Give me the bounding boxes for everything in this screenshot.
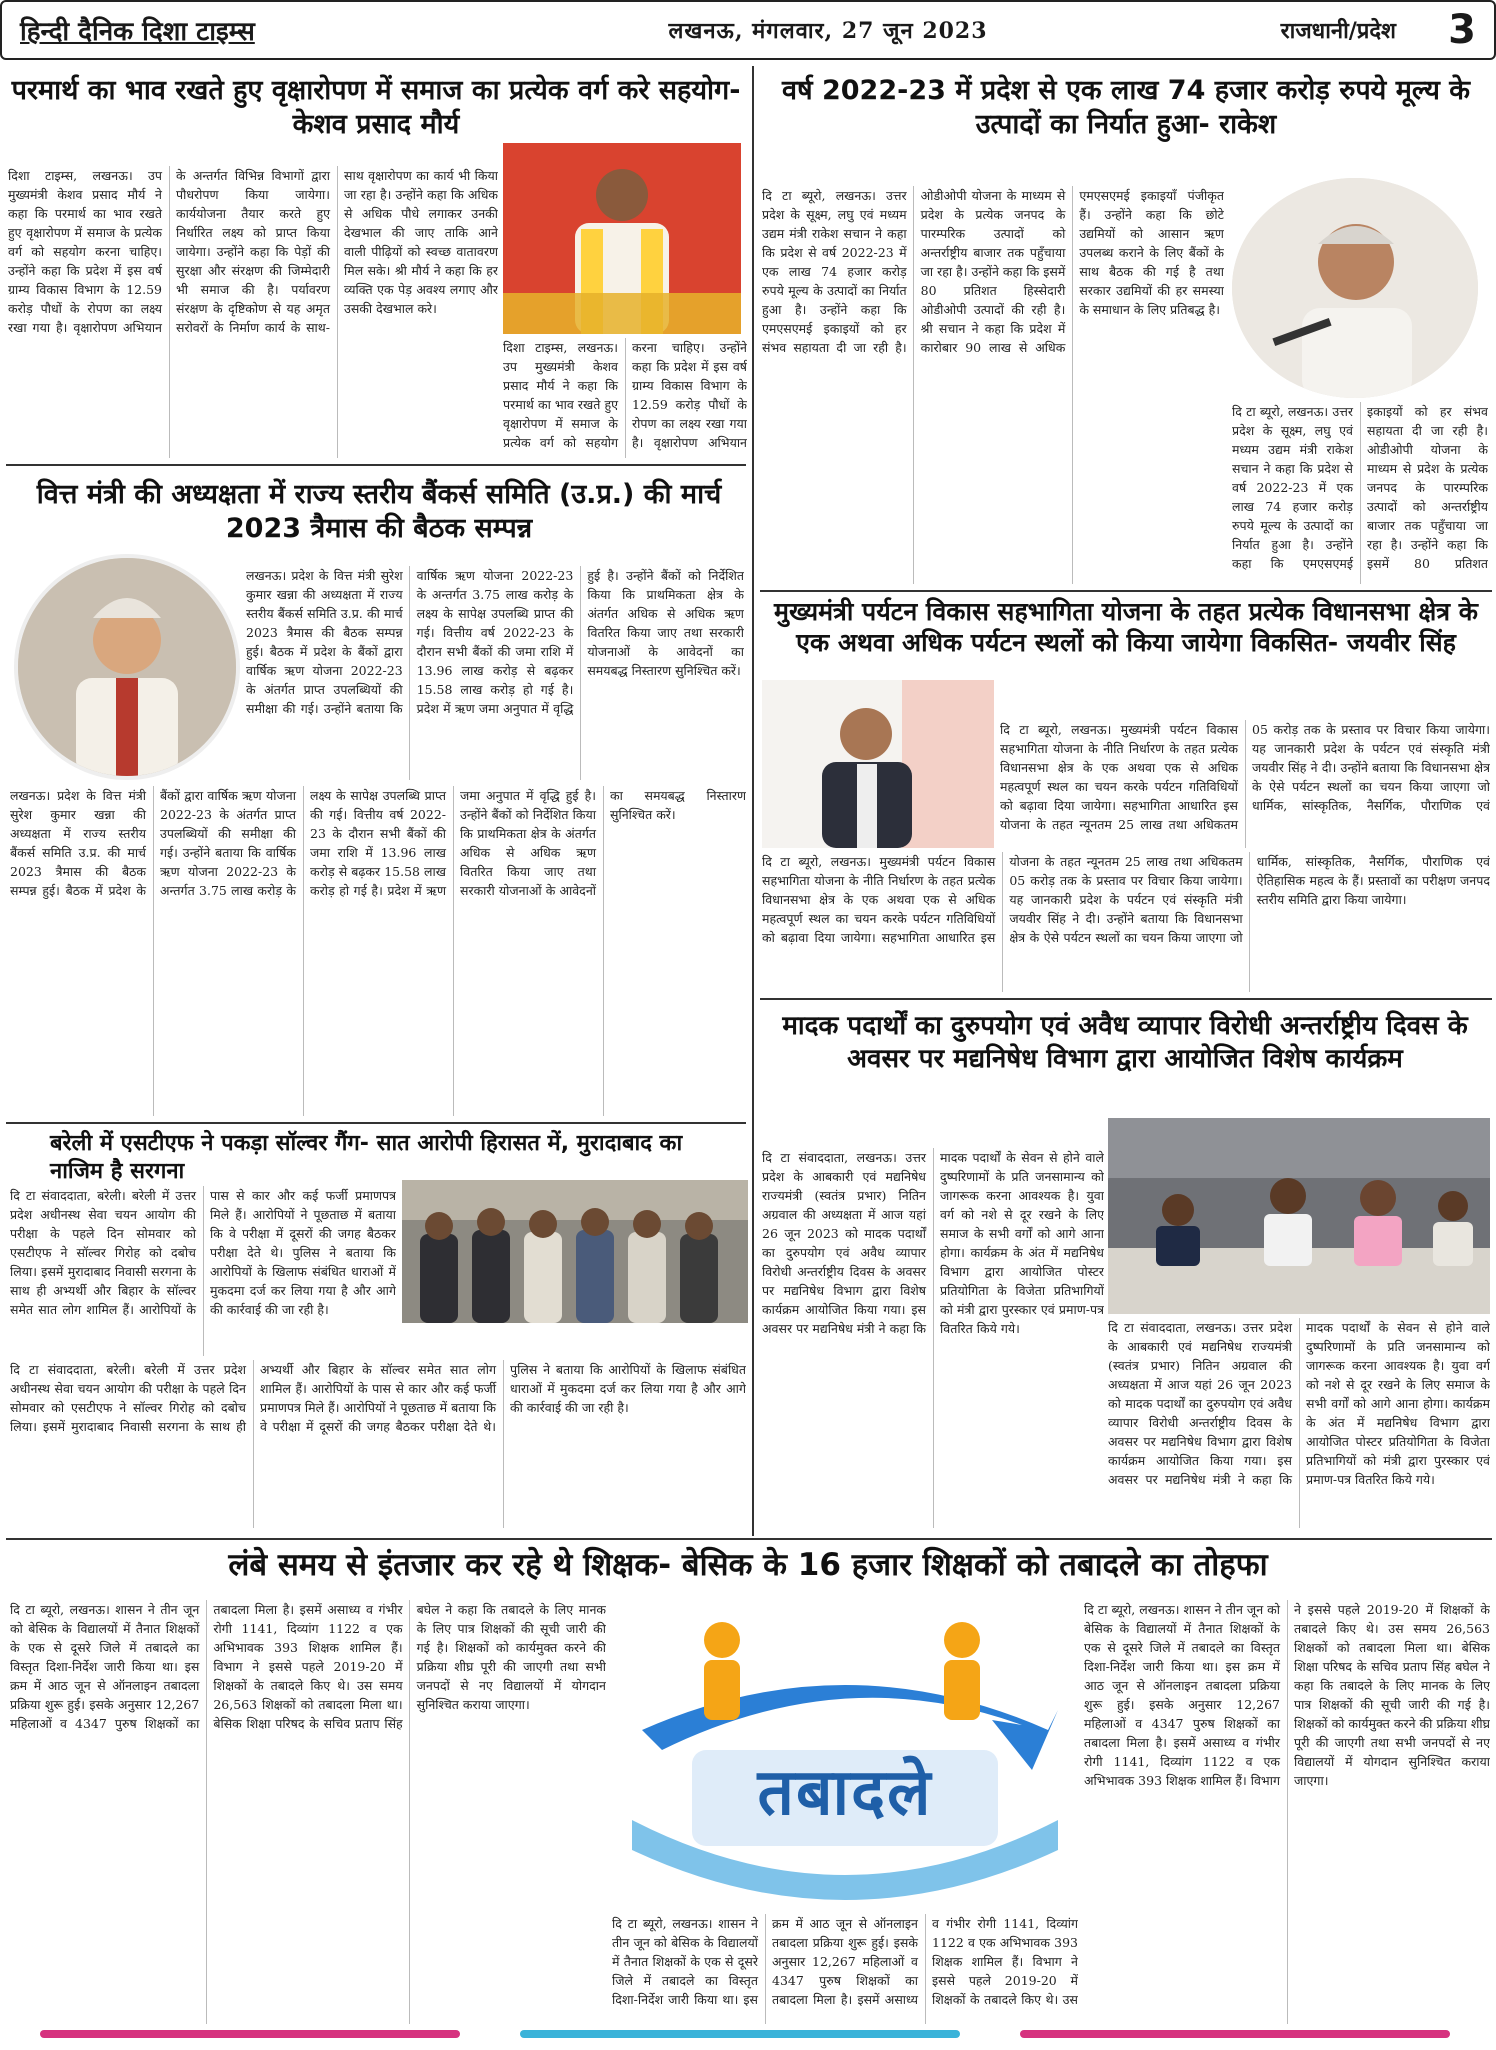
divider xyxy=(6,1122,746,1124)
article-7-body-continued: दि टा ब्यूरो, लखनऊ। शासन ने तीन जून को बेसिक के विद्यालयों में तैनात शिक्षकों के एक से दूसरे जिले में तबादले का विस्तृत दिशा-निर्देश जारी किया था। इस क्रम में आठ जून से ऑनलाइन तबादला प्रक्रिया शुरू हुई। इसके अनुसार 12,267 महिलाओं व 4347 पुरुष शिक्षकों का तबादला मिला है। इसमें असाध्य व गंभीर रोगी 1141, दिव्यांग 1122 व एक अभिभावक 393 शिक्षक शामिल हैं। विभाग ने इससे पहले 2019-20 में शिक्षकों के तबादले किए थे। उस xyxy=(612,1916,1078,2007)
dateline: लखनऊ, मंगलवार, 27 जून 2023 xyxy=(668,18,988,44)
article-4-body: दि टा ब्यूरो, लखनऊ। मुख्यमंत्री पर्यटन विकास सहभागिता योजना के नीति निर्धारण के तहत प्रत्येक विधानसभा क्षेत्र के एक अथवा एक से अधिक महत्वपूर्ण स्थल का चयन करके पर्यटन गतिविधियों को बढ़ावा दिया जायेगा। सहभागिता आधारित इस योजना के तहत न्यूनतम 25 लाख तथा अधिकतम 05 करोड़ तक के प्रस्ताव पर विचार किया जायेगा। यह जानकारी प्रदेश के पर्यटन एवं संस्कृति मंत्री जयवीर सिंह ने दी। उन्होंने बताया कि विधानसभा क्षेत्र के ऐसे पर्यटन स्थलों का चयन किया जाएगा जो धार्मिक, सांस्कृतिक, नैसर्गिक, पौराणिक एवं xyxy=(1000,722,1490,832)
article-3-body: लखनऊ। प्रदेश के वित्त मंत्री सुरेश कुमार खन्ना की अध्यक्षता में राज्य स्तरीय बैंकर्स समिति उ.प्र. की मार्च 2023 त्रैमास की बैठक सम्पन्न हुई। बैठक में प्रदेश के बैंकों द्वारा वार्षिक ऋण योजना 2022-23 के अंतर्गत प्राप्त उपलब्धियों की समीक्षा की गई। उन्होंने बताया कि वार्षिक ऋण योजना 2022-23 के अन्तर्गत 3.75 लाख करोड़ के लक्ष्य के सापेक्ष उपलब्धि प्राप्त की गई। वित्तीय वर्ष 2022-23 के दौरान सभी बैंकों की जमा राशि में 13.96 लाख करोड़ से बढ़कर 15.58 लाख करोड़ हो गई है। प्रदेश में ऋण जमा अनुपात में वृद्धि हुई है। उन्होंने बैंकों को निर्देशित किया कि प्राथमिकता क्षेत्र के अंतर्गत अधिक से अधिक ऋण वितरित किया जाए तथा सरकारी योजनाओं के आवेदनों का समयबद्ध निस्तारण सुनिश्चित करें। xyxy=(246,568,744,716)
footer-bar-cyan xyxy=(520,2030,960,2038)
article-5-body-continued: दि टा संवाददाता, लखनऊ। उत्तर प्रदेश के आबकारी एवं मद्यनिषेध राज्यमंत्री (स्वतंत्र प्रभार) नितिन अग्रवाल की अध्यक्षता में आज यहां 26 जून 2023 को मादक पदार्थों का दुरुपयोग एवं अवैध व्यापार विरोधी अन्तर्राष्ट्रीय दिवस के अवसर पर मद्यनिषेध विभाग द्वारा विशेष कार्यक्रम आयोजित किया गया। इस अवसर पर मद्यनिषेध मंत्री ने कहा कि मादक पदार्थों के सेवन से होने वाले दुष्परिणामों के प्रति जनसामान्य को जागरूक करना आवश्यक है। युवा वर्ग को नशे से दूर रखने के लिए समाज के सभी वर्गों को आगे आना होगा। कार्यक्रम के अंत में मद्यनिषेध विभाग द्वारा आयोजित पोस्टर प्रतियोगिता के विजेता प्रतिभागियों को मंत्री द्वारा पुरस्कार एवं प्रमाण-पत्र वितरित किये गये। xyxy=(1108,1320,1490,1487)
minister-at-event-icon xyxy=(762,680,994,848)
divider xyxy=(6,464,746,466)
article-3-body-continued: लखनऊ। प्रदेश के वित्त मंत्री सुरेश कुमार खन्ना की अध्यक्षता में राज्य स्तरीय बैंकर्स समिति उ.प्र. की मार्च 2023 त्रैमास की बैठक सम्पन्न हुई। बैठक में प्रदेश के बैंकों द्वारा वार्षिक ऋण योजना 2022-23 के अंतर्गत प्राप्त उपलब्धियों की समीक्षा की गई। उन्होंने बताया कि वार्षिक ऋण योजना 2022-23 के अन्तर्गत 3.75 लाख करोड़ के लक्ष्य के सापेक्ष उपलब्धि प्राप्त की गई। वित्तीय वर्ष 2022-23 के दौरान सभी बैंकों की जमा राशि में 13.96 लाख करोड़ से बढ़कर 15.58 लाख करोड़ हो गई है। प्रदेश में ऋण जमा अनुपात में वृद्धि हुई है। उन्होंने बैंकों को निर्देशित किया कि प्राथमिकता क्षेत्र के अंतर्गत अधिक से अधिक ऋण वितरित किया जाए तथा सरकारी योजनाओं के आवेदनों का समयबद्ध निस्तारण सुनिश्चित करें। xyxy=(10,788,746,898)
article-6-photo xyxy=(402,1180,748,1323)
article-5-body: दि टा संवाददाता, लखनऊ। उत्तर प्रदेश के आबकारी एवं मद्यनिषेध राज्यमंत्री (स्वतंत्र प्रभार) नितिन अग्रवाल की अध्यक्षता में आज यहां 26 जून 2023 को मादक पदार्थों का दुरुपयोग एवं अवैध व्यापार विरोधी अन्तर्राष्ट्रीय दिवस के अवसर पर मद्यनिषेध विभाग द्वारा विशेष कार्यक्रम आयोजित किया गया। इस अवसर पर मद्यनिषेध मंत्री ने कहा कि मादक पदार्थों के सेवन से होने वाले दुष्परिणामों के प्रति जनसामान्य को जागरूक करना आवश्यक है। युवा वर्ग को नशे से दूर रखने के लिए समाज के सभी वर्गों को आगे आना होगा। कार्यक्रम के अंत में मद्यनिषेध विभाग द्वारा आयोजित पोस्टर प्रतियोगिता के विजेता प्रतिभागियों को मंत्री द्वारा पुरस्कार एवं प्रमाण-पत्र वितरित किये गये। xyxy=(762,1150,1104,1336)
article-1-body: दिशा टाइम्स, लखनऊ। उप मुख्यमंत्री केशव प्रसाद मौर्य ने कहा कि परमार्थ का भाव रखते हुए वृक्षारोपण में समाज के प्रत्येक वर्ग को सहयोग करना चाहिए। उन्होंने कहा कि प्रदेश में इस वर्ष ग्राम्य विकास विभाग के 12.59 करोड़ पौधों के रोपण का लक्ष्य रखा गया है। वृक्षारोपण अभियान के अन्तर्गत विभिन्न विभागों द्वारा पौधरोपण किया जायेगा। कार्ययोजना तैयार करते हुए निर्धारित लक्ष्य को प्राप्त किया जायेगा। उन्होंने कहा कि पेड़ों की सुरक्षा और संरक्षण की जिम्मेदारी भी समाज की है। पर्यावरण संरक्षण के दृष्टिकोण से यह अमृत सरोवरों के निर्माण कार्य के साथ-साथ वृक्षारोपण का कार्य भी किया जा रहा है। उन्होंने कहा कि अधिक से अधिक पौधे लगाकर उनकी देखभाल की जाए ताकि आने वाली पीढ़ियों को स्वच्छ वातावरण मिल सके। श्री मौर्य ने कहा कि हर व्यक्ति एक पेड़ अवश्य लगाए और उसकी देखभाल करे। xyxy=(8,168,498,335)
column-divider xyxy=(752,66,754,1536)
article-7-headline: लंबे समय से इंतजार कर रहे थे शिक्षक- बेसिक के 16 हजार शिक्षकों को तबादले का तोहफा xyxy=(228,1547,1268,1583)
article-6-headline: बरेली में एसटीएफ ने पकड़ा सॉल्वर गैंग- सात आरोपी हिरासत में, मुरादाबाद का नाजिम है सरगना xyxy=(50,1131,683,1184)
article-7-body: दि टा ब्यूरो, लखनऊ। शासन ने तीन जून को बेसिक के विद्यालयों में तैनात शिक्षकों के एक से दूसरे जिले में तबादले का विस्तृत दिशा-निर्देश जारी किया था। इस क्रम में आठ जून से ऑनलाइन तबादला प्रक्रिया शुरू हुई। इसके अनुसार 12,267 महिलाओं व 4347 पुरुष शिक्षकों का तबादला मिला है। इसमें असाध्य व गंभीर रोगी 1141, दिव्यांग 1122 व एक अभिभावक 393 शिक्षक शामिल हैं। विभाग ने इससे पहले 2019-20 में शिक्षकों के तबादले किए थे। उस समय 26,563 शिक्षकों को तबादला मिला था। बेसिक शिक्षा परिषद के सचिव प्रताप सिंह बघेल ने कहा कि तबादले के लिए मानक के लिए पात्र शिक्षकों की सूची जारी की गई है। शिक्षकों को कार्यमुक्त करने की प्रक्रिया शीघ्र पूरी की जाएगी तथा सभी जनपदों से नए विद्यालयों में योगदान सुनिश्चित कराया जाएगा। xyxy=(10,1602,606,1731)
masthead xyxy=(0,0,1496,60)
article-1-photo xyxy=(503,143,741,334)
article-2-headline: वर्ष 2022-23 में प्रदेश से एक लाख 74 हजार करोड़ रुपये मूल्य के उत्पादों का निर्यात हुआ- राकेश xyxy=(781,75,1471,140)
article-7-illustration-caption: तबादले xyxy=(757,1756,933,1830)
divider xyxy=(760,998,1492,1000)
article-3-headline: वित्त मंत्री की अध्यक्षता में राज्य स्तरीय बैंकर्स समिति (उ.प्र.) की मार्च 2023 त्रैमास की बैठक सम्पन्न xyxy=(36,479,722,544)
article-6-body: दि टा संवाददाता, बरेली। बरेली में उत्तर प्रदेश अधीनस्थ सेवा चयन आयोग की परीक्षा के पहले दिन सोमवार को एसटीएफ ने सॉल्वर गिरोह को दबोच लिया। इसमें मुरादाबाद निवासी सरगना के साथ ही अभ्यर्थी और बिहार के सॉल्वर समेत सात लोग शामिल हैं। आरोपियों के पास से कार और कई फर्जी प्रमाणपत्र मिले हैं। आरोपियों ने पूछताछ में बताया कि वे परीक्षा में दूसरों की जगह बैठकर परीक्षा देते थे। पुलिस ने बताया कि आरोपियों के खिलाफ संबंधित धाराओं में मुकदमा दर्ज कर लिया गया है और आगे की कार्रवाई की जा रही है। xyxy=(10,1188,396,1317)
article-4-photo xyxy=(762,680,994,848)
article-2-body: दि टा ब्यूरो, लखनऊ। उत्तर प्रदेश के सूक्ष्म, लघु एवं मध्यम उद्यम मंत्री राकेश सचान ने कहा कि प्रदेश से वर्ष 2022-23 में एक लाख 74 हजार करोड़ रुपये मूल्य के उत्पादों का निर्यात हुआ है। उन्होंने कहा कि एमएसएमई इकाइयों को हर संभव सहायता दी जा रही है। ओडीओपी योजना के माध्यम से प्रदेश के प्रत्येक जनपद के पारम्परिक उत्पादों को अन्तर्राष्ट्रीय बाजार तक पहुँचाया जा रहा है। उन्होंने कहा कि इसमें 80 प्रतिशत हिस्सेदारी ओडीओपी उत्पादों की रही है। श्री सचान ने कहा कि प्रदेश में कारोबार 90 लाख से अधिक एमएसएमई इकाइयाँ पंजीकृत हैं। उन्होंने कहा कि छोटे उद्यमियों को आसान ऋण उपलब्ध कराने के लिए बैंकों के साथ बैठक की गई है तथा सरकार उद्यमियों की हर समस्या के समाधान के लिए प्रतिबद्ध है। xyxy=(762,188,1224,355)
article-6-body-continued: दि टा संवाददाता, बरेली। बरेली में उत्तर प्रदेश अधीनस्थ सेवा चयन आयोग की परीक्षा के पहले दिन सोमवार को एसटीएफ ने सॉल्वर गिरोह को दबोच लिया। इसमें मुरादाबाद निवासी सरगना के साथ ही अभ्यर्थी और बिहार के सॉल्वर समेत सात लोग शामिल हैं। आरोपियों के पास से कार और कई फर्जी प्रमाणपत्र मिले हैं। आरोपियों ने पूछताछ में बताया कि वे परीक्षा में दूसरों की जगह बैठकर परीक्षा देते थे। पुलिस ने बताया कि आरोपियों के खिलाफ संबंधित धाराओं में मुकदमा दर्ज कर लिया गया है और आगे की कार्रवाई की जा रही है। xyxy=(10,1362,746,1434)
divider xyxy=(6,1538,1492,1540)
article-2-photo xyxy=(1232,178,1478,398)
footer-bar-magenta xyxy=(40,2030,460,2038)
officials-on-stage-icon xyxy=(1108,1118,1490,1314)
page-number: 3 xyxy=(1448,7,1476,53)
article-5-headline: मादक पदार्थों का दुरुपयोग एवं अवैध व्यापार विरोधी अन्तर्राष्ट्रीय दिवस के अवसर पर मद्यनिषेध विभाग द्वारा आयोजित विशेष कार्यक्रम xyxy=(782,1011,1468,1074)
article-4-headline: मुख्यमंत्री पर्यटन विकास सहभागिता योजना के तहत प्रत्येक विधानसभा क्षेत्र के एक अथवा अधिक पर्यटन स्थलों को किया जायेगा विकसित- जयवीर सिंह xyxy=(774,597,1478,658)
article-3-photo xyxy=(14,554,240,780)
newspaper-name: हिन्दी दैनिक दिशा टाइम्स xyxy=(20,17,255,47)
footer-bar-magenta-right xyxy=(1020,2030,1450,2038)
section-label: राजधानी/प्रदेश xyxy=(1280,18,1396,44)
article-4-body-continued: दि टा ब्यूरो, लखनऊ। मुख्यमंत्री पर्यटन विकास सहभागिता योजना के नीति निर्धारण के तहत प्रत्येक विधानसभा क्षेत्र के एक अथवा एक से अधिक महत्वपूर्ण स्थल का चयन करके पर्यटन गतिविधियों को बढ़ावा दिया जायेगा। सहभागिता आधारित इस योजना के तहत न्यूनतम 25 लाख तथा अधिकतम 05 करोड़ तक के प्रस्ताव पर विचार किया जायेगा। यह जानकारी प्रदेश के पर्यटन एवं संस्कृति मंत्री जयवीर सिंह ने दी। उन्होंने बताया कि विधानसभा क्षेत्र के ऐसे पर्यटन स्थलों का चयन किया जाएगा जो धार्मिक, सांस्कृतिक, नैसर्गिक, पौराणिक एवं ऐतिहासिक महत्व के हैं। प्रस्तावों का परीक्षण जनपद स्तरीय समिति द्वारा किया जायेगा। xyxy=(762,854,1490,945)
article-2-body-continued: दि टा ब्यूरो, लखनऊ। उत्तर प्रदेश के सूक्ष्म, लघु एवं मध्यम उद्यम मंत्री राकेश सचान ने कहा कि प्रदेश से वर्ष 2022-23 में एक लाख 74 हजार करोड़ रुपये मूल्य के उत्पादों का निर्यात हुआ है। उन्होंने कहा कि एमएसएमई इकाइयों को हर संभव सहायता दी जा रही है। ओडीओपी योजना के माध्यम से प्रदेश के प्रत्येक जनपद के पारम्परिक उत्पादों को अन्तर्राष्ट्रीय बाजार तक पहुँचाया जा रहा है। उन्होंने कहा कि इसमें 80 प्रतिशत xyxy=(1232,404,1488,571)
article-7-illustration xyxy=(612,1600,1078,1910)
minister-speaking-icon xyxy=(1232,178,1478,398)
minister-portrait-icon xyxy=(18,558,236,776)
article-1-headline: परमार्थ का भाव रखते हुए वृक्षारोपण में समाज का प्रत्येक वर्ग करे सहयोग- केशव प्रसाद मौर्य xyxy=(11,75,741,140)
accused-group-icon xyxy=(402,1180,748,1323)
article-1-body-continued: दिशा टाइम्स, लखनऊ। उप मुख्यमंत्री केशव प्रसाद मौर्य ने कहा कि परमार्थ का भाव रखते हुए वृक्षारोपण में समाज के प्रत्येक वर्ग को सहयोग करना चाहिए। उन्होंने कहा कि प्रदेश में इस वर्ष ग्राम्य विकास विभाग के 12.59 करोड़ पौधों के रोपण का लक्ष्य रखा गया है। वृक्षारोपण अभियान xyxy=(503,340,747,450)
article-5-photo xyxy=(1108,1118,1490,1314)
speaker-figure-icon xyxy=(503,143,741,334)
divider xyxy=(760,590,1492,592)
article-7-body-right: दि टा ब्यूरो, लखनऊ। शासन ने तीन जून को बेसिक के विद्यालयों में तैनात शिक्षकों के एक से दूसरे जिले में तबादले का विस्तृत दिशा-निर्देश जारी किया था। इस क्रम में आठ जून से ऑनलाइन तबादला प्रक्रिया शुरू हुई। इसके अनुसार 12,267 महिलाओं व 4347 पुरुष शिक्षकों का तबादला मिला है। इसमें असाध्य व गंभीर रोगी 1141, दिव्यांग 1122 व एक अभिभावक 393 शिक्षक शामिल हैं। विभाग ने इससे पहले 2019-20 में शिक्षकों के तबादले किए थे। उस समय 26,563 शिक्षकों को तबादला मिला था। बेसिक शिक्षा परिषद के सचिव प्रताप सिंह बघेल ने कहा कि तबादले के लिए मानक के लिए पात्र शिक्षकों की सूची जारी की गई है। शिक्षकों को कार्यमुक्त करने की प्रक्रिया शीघ्र पूरी की जाएगी तथा सभी जनपदों से नए विद्यालयों में योगदान सुनिश्चित कराया जाएगा। xyxy=(1084,1602,1490,1788)
